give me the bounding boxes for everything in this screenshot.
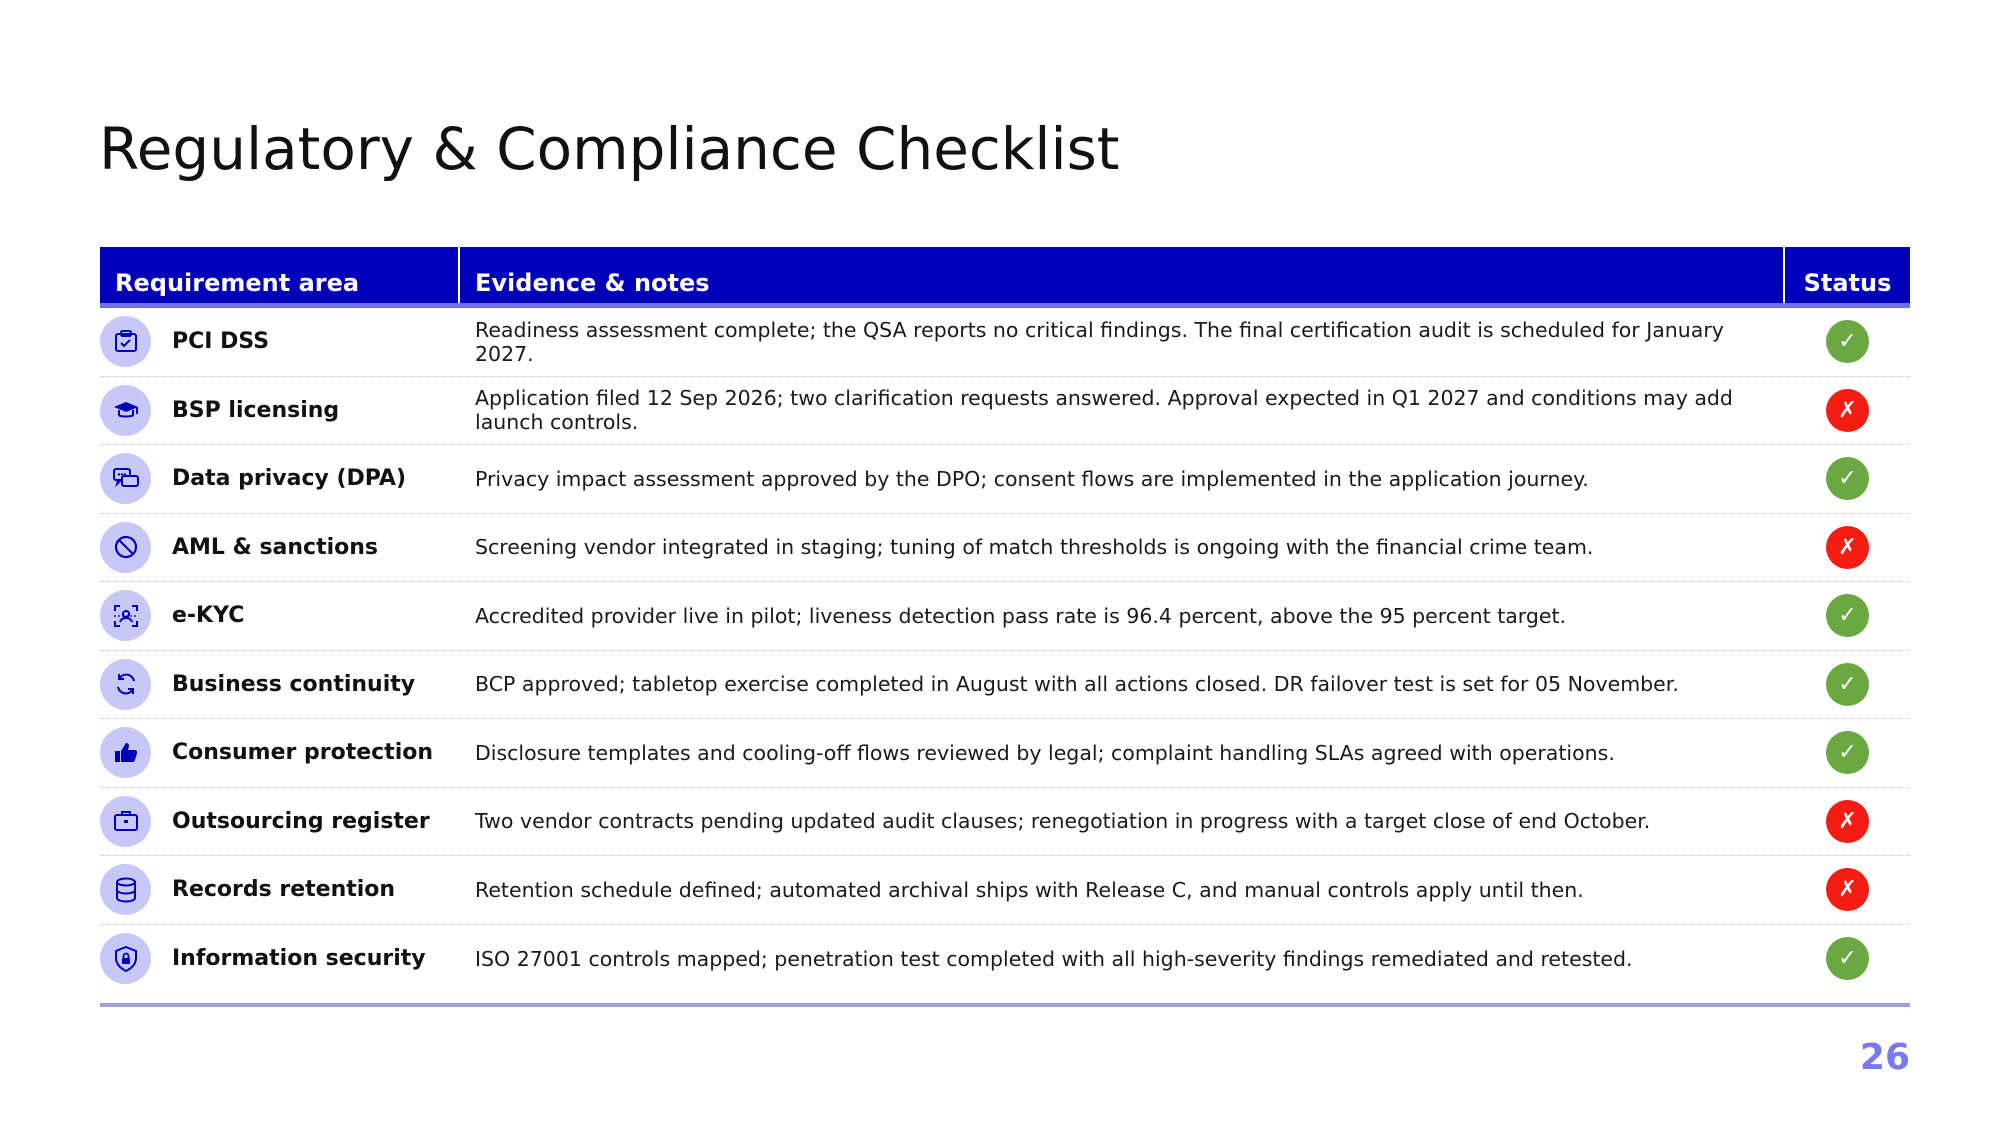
evidence-notes-cell: ISO 27001 controls mapped; penetration test completed with all high-severity findings remediated and retested. [475,946,1633,971]
status-cell [1785,937,1910,980]
thumbs-up-icon [100,727,151,778]
status-pass-icon: ✓ [1826,731,1869,774]
evidence-notes-cell: Disclosure templates and cooling-off flows reviewed by legal; complaint handling SLAs agreed with operations. [475,740,1615,765]
requirement-area-cell [100,316,460,367]
evidence-notes-cell: Readiness assessment complete; the QSA reports no critical findings. The final certification audit is scheduled for January 2027. [475,317,1724,366]
requirement-area-label: e-KYC [172,603,245,629]
clipboard-check-icon [100,316,151,367]
evidence-notes-cell: Privacy impact assessment approved by the DPO; consent flows are implemented in the application journey. [475,466,1589,491]
evidence-notes-cell: Two vendor contracts pending updated audit clauses; renegotiation in progress with a target close of end October. [475,809,1651,834]
table-row [100,582,1910,651]
status-fail-icon: ✗ [1826,868,1869,911]
table-row [100,308,1910,377]
status-pass-icon: ✓ [1826,320,1869,363]
requirement-area-label: Consumer protection [172,740,434,766]
requirement-area-cell [100,453,460,504]
status-pass-icon: ✓ [1826,594,1869,637]
evidence-notes-cell: Application filed 12 Sep 2026; two clarification requests answered. Approval expected in Q1 2027 and conditions may add launch controls. [475,386,1733,435]
status-pass-icon: ✓ [1826,663,1869,706]
status-cell [1785,457,1910,500]
status-cell [1785,320,1910,363]
evidence-notes-cell: Accredited provider live in pilot; liveness detection pass rate is 96.4 percent, above the 95 percent target. [475,603,1567,628]
table-row [100,514,1910,583]
table-row [100,925,1910,994]
briefcase-icon [100,796,151,847]
status-pass-icon: ✓ [1826,457,1869,500]
requirement-area-label: Business continuity [172,671,416,697]
requirement-area-cell [100,385,460,436]
database-icon [100,864,151,915]
table-header [100,247,1910,308]
requirement-area-label: BSP licensing [172,397,340,423]
requirement-area-label: Outsourcing register [172,808,430,834]
table-row [100,445,1910,514]
status-cell [1785,800,1910,843]
refresh-icon [100,659,151,710]
status-fail-icon: ✗ [1826,526,1869,569]
requirement-area-cell [100,864,460,915]
status-cell [1785,389,1910,432]
status-cell [1785,663,1910,706]
evidence-notes-cell: Retention schedule defined; automated archival ships with Release C, and manual controls apply until then. [475,877,1584,902]
evidence-notes-cell: Screening vendor integrated in staging; tuning of match thresholds is ongoing with the financial crime team. [475,535,1594,560]
requirement-area-cell [100,727,460,778]
requirement-area-cell [100,933,460,984]
page-number: 26 [1859,1037,1910,1078]
requirement-area-label: Records retention [172,877,396,903]
requirement-area-label: PCI DSS [172,329,270,355]
requirement-area-label: AML & sanctions [172,534,379,560]
requirement-area-cell [100,590,460,641]
status-pass-icon: ✓ [1826,937,1869,980]
status-cell [1785,594,1910,637]
evidence-notes-cell: BCP approved; tabletop exercise completed in August with all actions closed. DR failover test is set for 05 November. [475,672,1679,697]
status-cell [1785,526,1910,569]
requirement-area-cell [100,522,460,573]
bottom-rule [100,1003,1910,1007]
shield-lock-icon [100,933,151,984]
page-title: Regulatory & Compliance Checklist [99,115,1120,183]
chat-bubbles-icon [100,453,151,504]
requirement-area-label: Information security [172,946,426,972]
status-fail-icon: ✗ [1826,389,1869,432]
table-row [100,788,1910,857]
table-row [100,651,1910,720]
status-cell [1785,868,1910,911]
status-cell [1785,731,1910,774]
table-body [100,308,1910,993]
requirement-area-cell [100,659,460,710]
compliance-table [100,247,1910,993]
header-status: Status [1803,269,1892,297]
table-row [100,856,1910,925]
table-row [100,719,1910,788]
graduation-cap-icon [100,385,151,436]
table-row [100,377,1910,446]
header-requirement-area: Requirement area [100,247,460,303]
requirement-area-label: Data privacy (DPA) [172,466,406,492]
prohibited-icon [100,522,151,573]
status-fail-icon: ✗ [1826,800,1869,843]
face-scan-icon [100,590,151,641]
header-evidence-notes: Evidence & notes [460,247,1785,303]
requirement-area-cell [100,796,460,847]
